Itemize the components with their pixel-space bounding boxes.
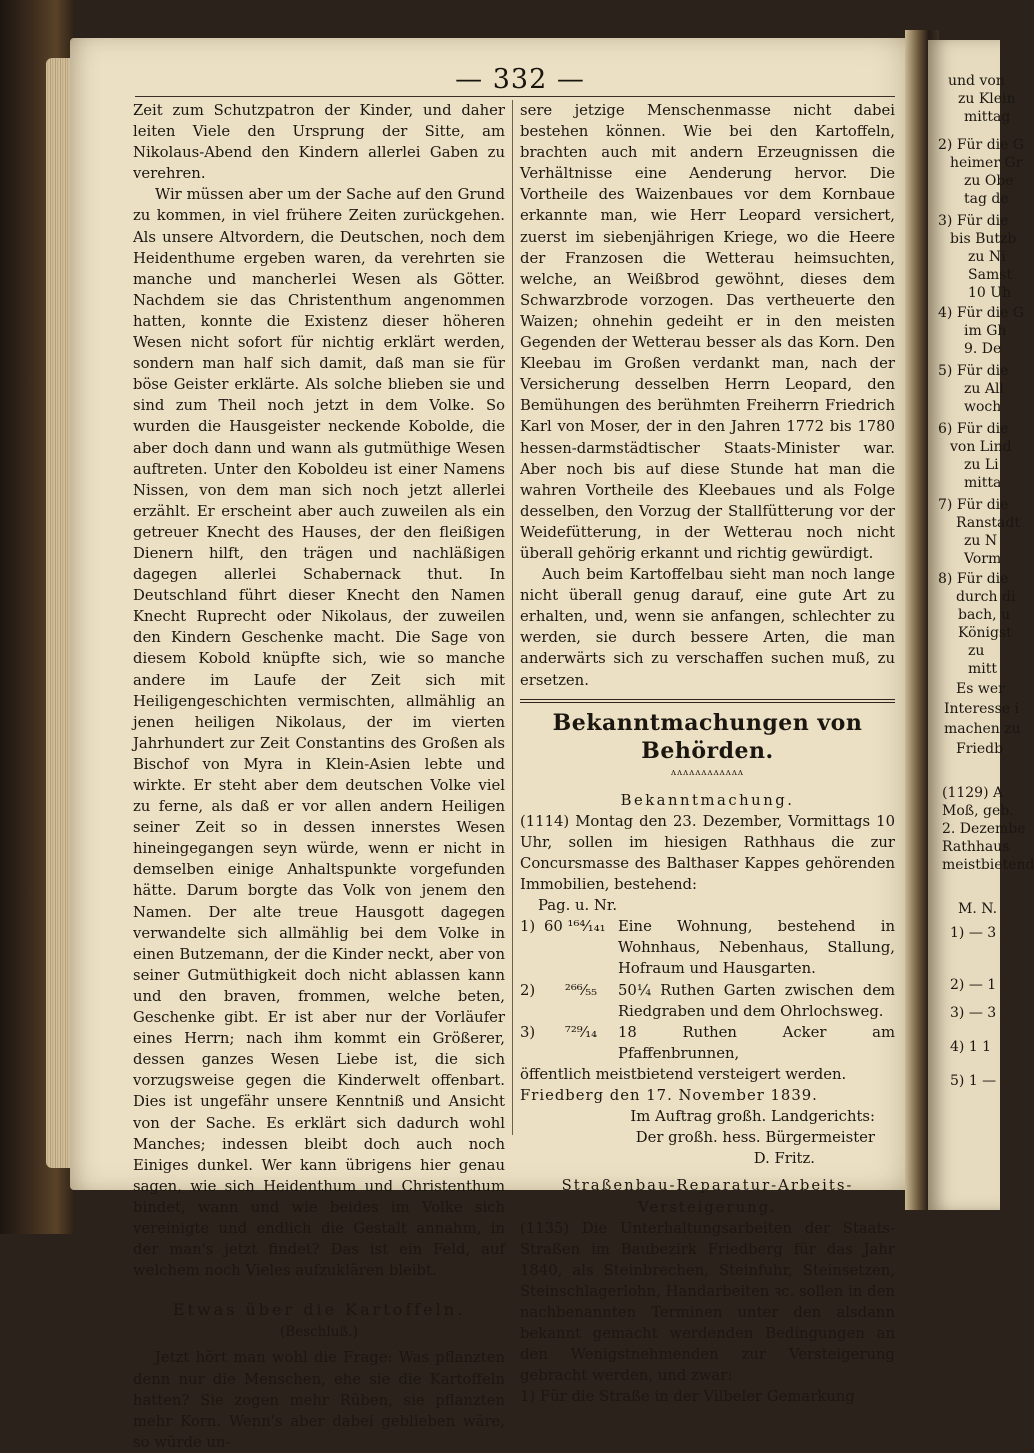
- notice-title: Bekanntmachung.: [620, 791, 795, 809]
- paragraph: Auch beim Kartoffelbau sieht man noch lange nicht überall genug darauf, eine gute Art zu erhalten, und, wenn sie anfangen, schlechter zu werden, sie durch bessere Arten, die man anderwärts sich zu verschaffen suchen muß, zu ersetzen.: [520, 566, 895, 689]
- next-page-line: zu Ni: [968, 249, 1006, 265]
- next-page-line: Moß, geb.: [942, 803, 1014, 819]
- signature-name: D. Fritz.: [753, 1150, 815, 1168]
- next-page-line: 9. De: [964, 341, 1002, 357]
- notice-number: (1114): [520, 812, 570, 830]
- next-page-line: meistbietend: [942, 857, 1034, 873]
- next-page-line: machen zu: [944, 721, 1021, 737]
- next-page-line: im Gh: [964, 323, 1007, 339]
- next-page-line: zu Obe: [964, 173, 1014, 189]
- list-item: 1) Für die Straße in der Vilbeler Gemarkung: [520, 1388, 855, 1406]
- next-page-line: Samst: [968, 267, 1013, 283]
- next-page-line: mitta: [964, 475, 1002, 491]
- notice-number: (1135): [520, 1219, 570, 1237]
- next-page-line: zu N: [964, 533, 998, 549]
- column-header: Pag. u. Nr.: [538, 897, 618, 915]
- next-page-line: mitt: [968, 661, 998, 677]
- next-page-line: mittag: [964, 109, 1011, 125]
- notice-title: Straßenbau-Reparatur-Arbeits-Versteigerung.: [561, 1177, 854, 1216]
- paragraph: sere jetzige Menschenmasse nicht dabei bestehen können. Wie bei den Kartoffeln, brachten auch mit andern Erzeugnissen die Verhältnisse eine Aenderung hervor. Die Vortheile des Waizenbaues vor dem Kornbaue erkannte man, wie Herr Leopard versichert, zuerst im siebenjährigen Kriege, wo die Heere der Franzosen die Wetterau heimsuchten, welche, an Weißbrod gewöhnt, dieses dem Schwarzbrode vorzogen. Das vertheuerte den Waizen; ohnehin gedeiht er in den meisten Gegenden der Wetterau besser als das Korn. Den Kleebau im Großen verdankt man, nach der Versicherung desselben Herrn Leopard, den Bemühungen des berühmten Freiherrn Friedrich Karl von Moser, der in den Jahren 1772 bis 1780 hessen-darmstädtischer Staats-Minister war. Aber noch bis auf diese Stunde hat man die wahren Vortheile des Kleebaues und als Folge desselben, den Vorzug der Stallfütterung vor der Weidefütterung, in der Wetterau noch nicht überall gehörig erkannt und richtig gewürdigt.: [520, 102, 895, 562]
- next-page-line: (1129) A: [942, 785, 1004, 801]
- next-page-line: 5) Für die: [938, 363, 1009, 379]
- next-page-line: 8) Für die: [938, 571, 1009, 587]
- next-page-line: 3) Für die: [938, 213, 1009, 229]
- paragraph: Wir müssen aber um der Sache auf den Grund zu kommen, in viel frühere Zeiten zurückgehen. Als unsere Altvordern, die Deutschen, noch dem Heidenthume ergeben waren, da verehrten sie manche und mancherlei Wesen als Götter. Nachdem sie das Christenthum angenommen hatten, konnte die Existenz dieser höheren Wesen nicht sofort für nichtig erklärt werden, sondern man half sich damit, daß man sie für böse Geister erklärte. Als solche blieben sie und sind zum Theil noch jetzt in dem Volke. So wurden die Hausgeister neckende Kobolde, die aber doch dann und wann als gutmüthige Wesen auftreten. Unter den Koboldeu ist einer Namens Nissen, von dem man sich noch jetzt allerlei erzählt. Er erscheint aber auch zuweilen als ein getreuer Knecht des Hauses, der den fleißigen Dienern hilft, den trägen und nachläßigen dagegen allerlei Schabernack thut. In Deutschland führt dieser Knecht den Namen Knecht Ruprecht oder Nikolaus, der zuweilen den Kindern Geschenke macht. Die Sage von diesem Kobold knüpfte sich, wie so manche andere im Laufe der Zeit sich mit Heiligengeschichten vermischten, allmählig an jenen heiligen Nikolaus, der im vierten Jahrhundert zur Zeit Constantins des Großen als Bischof von Myra in Klein-Asien lebte und wirkte. Er steht aber dem deutschen Volke viel zu ferne, als daß er vor allen andern Heiligen seiner Zeit so in dessen innerstes Wesen hineingegangen seyn würde, wenn er nicht in demselben einige Anhaltspunkte vorgefunden hätte. Darum borgte das Volk von jenem den Namen. Der alte treue Hausgott dagegen verwandelte sich allmählig bei dem Volke in einen Butzemann, der die Kinder neckt, aber von seiner Gutmüthigkeit doch nicht ablassen kann und den braven, frommen, welche beten, Geschenke gibt. Er ist aber nur der Vorläufer eines Herrn; nach ihm kommt ein Größerer, dessen ganzes Wesen Liebe ist, die sich vorzugsweise gegen die Kinderwelt offenbart. Dies ist ungefähr unsere Kenntniß und Ansicht von der Sache. Es erklärt sich dadurch wohl Manches; indessen bleibt doch auch noch Einiges dunkel. Wer kann übrigens hier genau sagen, wie sich Heidenthum und Christenthum bindet, wann und wie beides im Volke sich vereinigte und endlich die Gestalt annahm, in der man's jetzt findet? Das ist ein Feld, auf welchem noch Vieles aufzuklären bleibt.: [133, 186, 505, 1280]
- next-page: [928, 40, 1034, 1210]
- next-page-line: 6) Für die: [938, 421, 1009, 437]
- next-page-line: woch: [964, 399, 1002, 415]
- next-page-line: 1) — 3: [950, 925, 997, 941]
- next-page-line: 4) Für die G: [938, 305, 1025, 321]
- header-rule: [135, 96, 895, 97]
- signature-line: Im Auftrag großh. Landgerichts:: [630, 1108, 875, 1126]
- next-page-line: Rathhaus: [942, 839, 1010, 855]
- paragraph: Zeit zum Schutzpatron der Kinder, und daher leiten Viele den Ursprung der Sitte, am Nikolaus-Abend den Kindern allerlei Gaben zu verehren.: [133, 102, 505, 183]
- next-page-line: 10 Uh: [968, 285, 1012, 301]
- place-date: Friedberg den 17. November 1839.: [520, 1087, 818, 1105]
- section-title: Etwas über die Kartoffeln.: [172, 1300, 466, 1320]
- section-subtitle: (Beschluß.): [280, 1324, 358, 1341]
- next-page-line: Vorm: [964, 551, 1002, 567]
- paragraph: Jetzt hört man wohl die Frage: Was pflanzten denn nur die Menschen, ehe sie die Kartoffeln hatten? Sie zogen mehr Rüben, sie pflanzten mehr Korn. Wenn's aber dabei geblieben wäre, so würde un-: [133, 1349, 505, 1451]
- next-page-line: zu Klein: [958, 91, 1016, 107]
- next-page-line: von Lind: [950, 439, 1012, 455]
- next-page-line: Interesse i: [944, 701, 1020, 717]
- next-page-line: zu All: [964, 381, 1004, 397]
- list-item: 1) 60 ¹⁶⁴⁄₁₄₁ Eine Wohnung, bestehend in Wohnhaus, Nebenhaus, Stallung, Hofraum und Hausgarten.: [520, 918, 895, 978]
- notice-text: (1114) Montag den 23. Dezember, Vormittags 10 Uhr, sollen im hiesigen Rathhaus die zur Concursmasse des Balthaser Kappes gehörenden Immobilien, bestehend:: [520, 812, 895, 894]
- next-page-line: 2) Für die G: [938, 137, 1025, 153]
- ornament: ʌʌʌʌʌʌʌʌʌʌʌʌ: [670, 767, 744, 778]
- page-number: — 332 —: [455, 64, 585, 95]
- next-page-line: Friedb: [956, 741, 1004, 757]
- signature-line: Der großh. hess. Bürgermeister: [635, 1129, 875, 1147]
- next-page-line: 5) 1 —: [950, 1073, 997, 1089]
- next-page-line: tag de: [964, 191, 1009, 207]
- next-page-line: 3) — 3: [950, 1005, 997, 1021]
- notice-text: (1135) Die Unterhaltungsarbeiten der Staats-Straßen im Baubezirk Friedberg für das Jahr 1840, als Steinbrechen, Steinfuhr, Steinsetzen, Steinschlagerlohn, Handarbeiten ꝛc. sollen in den nachbenannten Terminen unter den alsdann bekannt gemacht werdenden Bedingungen an den Wenigstnehmenden zur Versteigerung gebracht werden, und zwar:: [520, 1219, 895, 1385]
- next-page-line: 4) 1 1: [950, 1039, 992, 1055]
- next-page-line: M. N.: [958, 901, 998, 917]
- list-item: 2) ²⁶⁶⁄₅₅ 50¼ Ruthen Garten zwischen dem Riedgraben und dem Ohrlochsweg.: [520, 981, 895, 1020]
- right-column: [520, 100, 895, 1407]
- notice-closing: öffentlich meistbietend versteigert werden.: [520, 1065, 847, 1083]
- next-page-line: 2. Dezembe: [942, 821, 1026, 837]
- next-page-line: heimer Gr: [950, 155, 1023, 171]
- next-page-line: zu: [968, 643, 985, 659]
- next-page-line: Ranstadt: [956, 515, 1020, 531]
- list-item: 3) ⁷²⁹⁄₁₄ 18 Ruthen Acker am Pfaffenbrunnen,: [520, 1023, 895, 1062]
- next-page-line: Es wer: [956, 681, 1005, 697]
- next-page-line: zu Li: [964, 457, 999, 473]
- next-page-line: durch di: [956, 589, 1016, 605]
- next-page-line: und von: [948, 73, 1005, 89]
- next-page-line: 2) — 1: [950, 977, 997, 993]
- section-rule: [520, 699, 895, 703]
- next-page-line: 7) Für die: [938, 497, 1009, 513]
- announcements-heading: Bekanntmachungen von Behörden.: [552, 709, 863, 764]
- left-column: [133, 100, 505, 1453]
- column-divider: [512, 100, 513, 1135]
- next-page-line: bach, u: [958, 607, 1011, 623]
- next-page-line: bis Butzb: [950, 231, 1017, 247]
- next-page-line: Königst: [958, 625, 1012, 641]
